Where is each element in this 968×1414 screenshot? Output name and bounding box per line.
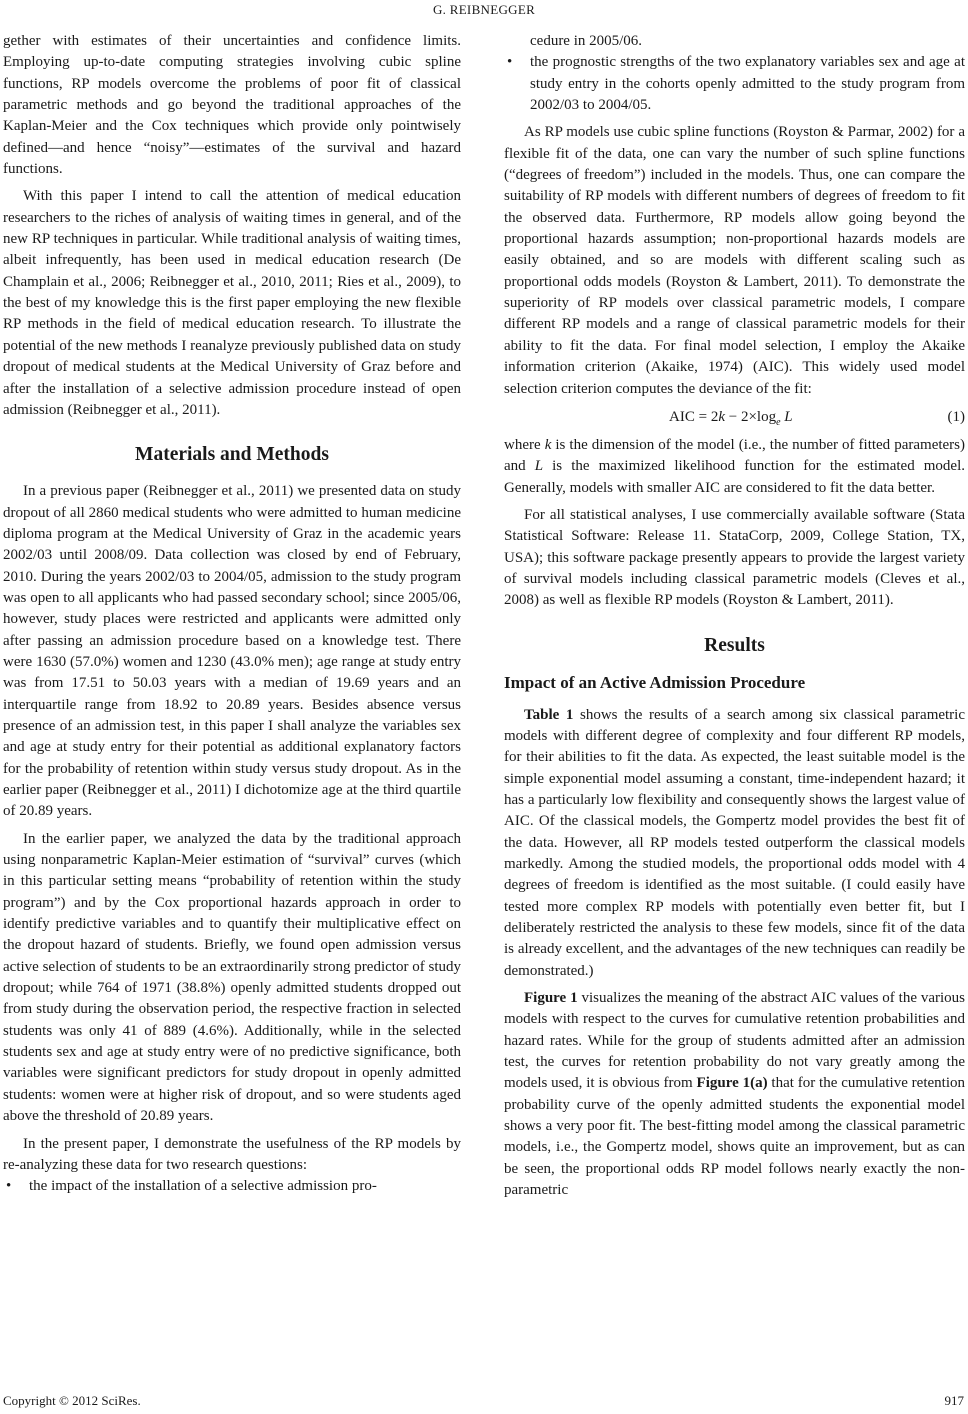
list-item	[3, 1176, 461, 1197]
figure-reference-link: Figure 1	[524, 990, 578, 1007]
paragraph-table1: Table 1 shows the results of a search among six classical parametric models with different degree of complexity and four different RP models, for their abilities to fit the data. As expected, the least suitable model is the simple exponential model assuming a constant, time-independent hazard; it has a particularly low flexibility and consequently shows the largest value of AIC. Of the classical models, the Gompertz model provides the best fit of the data. However, all RP models tested outperform the classical models markedly. Among the studied models, the proportional odds model with 4 degrees of freedom is identified as the most suitable. (I could easily have tested more complex RP models with potentially even better fit, but I deliberately restricted the analysis to these few models, since fit of the data is already excellent, and the advantages of the new techniques can readily be demonstrated.)	[504, 706, 966, 979]
list-item-text: cedure in 2005/06.	[530, 33, 643, 49]
subsection-heading-admission: Impact of an Active Admission Procedure	[504, 672, 806, 692]
list-item	[504, 52, 965, 116]
bullet-icon: •	[6, 1178, 12, 1195]
research-questions-list-continued	[504, 31, 965, 116]
section-heading-materials-methods: Materials and Methods	[135, 444, 329, 466]
paragraph-where-k: where k is the dimension of the model (i.e., the number of fitted parameters) and L is the maximized likelihood function for the estimated model. Generally, models with smaller AIC are considered to fit the data better.	[504, 436, 966, 496]
copyright-footer: Copyright © 2012 SciRes.	[3, 1393, 141, 1408]
paragraph-previous-paper: In a previous paper (Reibnegger et al., 2011) we presented data on study dropout of all 2860 medical students who were admitted to human medicine diploma program at the Medical University of Graz in the academic years 2002/03 until 2008/09. Data collection was closed by end of February, 2010. During the years 2002/03 to 2004/05, admission to the study program was open to all applicants who had passed secondary school; since 2005/06, however, study places were restricted and applicants were admitted only after passing an admission procedure based on a knowledge test. There were 1630 (57.0%) women and 1230 (43.0% men); age range at study entry was from 17.51 to 50.03 years with a median of 19.69 years and an interquartile range from 18.92 to 20.89 years. Besides absence versus presence of an admission test, in this paper I shall analyze the variables sex and age at study entry for their potential as additional explanatory factors for the probability of retention within study versus study dropout. As in the earlier paper (Reibnegger et al., 2011) I dichotomize age at the third quartile of 20.89 years.	[3, 483, 461, 820]
section-heading-results: Results	[704, 634, 765, 656]
equation-aic	[504, 406, 965, 431]
table-reference-link: Table 1	[524, 706, 574, 723]
right-column	[504, 31, 965, 1202]
paragraph-present-paper: In the present paper, I demonstrate the usefulness of the RP models by re-analyzing these data for two research questions:	[3, 1135, 461, 1173]
figure-reference-link: Figure 1(a)	[696, 1075, 768, 1092]
bullet-icon: •	[507, 54, 513, 71]
paragraph-intro-continued: gether with estimates of their uncertainties and confidence limits. Employing up-to-date computing strategies involving cubic spline functions, RP models overcome the problems of poor fit of classical parametric methods and go beyond the traditional approaches of the Kaplan-Meier and the Cox techniques which provide only pointwisely defined—and hence “noisy”—estimates of the survival and hazard functions.	[3, 33, 461, 178]
equation-formula: AIC = $2k - 2\times\log_e$ L	[669, 408, 793, 428]
list-item-text: the impact of the installation of a selective admission pro-	[29, 1178, 377, 1195]
research-questions-list	[3, 1176, 461, 1197]
paragraph-software: For all statistical analyses, I use commercially available software (Stata Statistical Software: Release 11. StataCorp, 2009, College Station, TX, USA); this software package presently appears to provide the largest variety of survival models including classical parametric models (Cleves et al., 2008) as well as flexible RP models (Royston & Lambert, 2011).	[504, 506, 965, 609]
left-column	[3, 31, 461, 1198]
running-header: G. REIBNEGGER	[432, 2, 536, 17]
list-item-text: the prognostic strengths of the two explanatory variables sex and age at study entry in the cohorts openly admitted to the study program from 2002/03 to 2004/05.	[530, 54, 965, 114]
page-number: 917	[944, 1393, 964, 1408]
paragraph-intent: With this paper I intend to call the attention of medical education researchers to the riches of analysis of waiting times in general, and of the new RP techniques in particular. While traditional analysis of waiting times, albeit infrequently, has been used in medical education research (De Champlain et al., 2006; Reibnegger et al., 2010, 2011; Ries et al., 2009), to the best of my knowledge this is the first paper employing the new flexible RP methods in the field of medical education research. To illustrate the potential of the new methods I reanalyze previously published data on study dropout of medical students at the Medical University of Graz before and after the installation of a selective admission procedure instead of open admission (Reibnegger et al., 2011).	[3, 188, 461, 418]
list-item	[504, 31, 965, 52]
paragraph-rp-models: As RP models use cubic spline functions (Royston & Parmar, 2002) for a flexible fit of the data, one can vary the number of such spline functions (“degrees of freedom”) included in the models. Thus, one can compare the suitability of RP models with different numbers of degrees of freedom to fit the observed data. Furthermore, RP models allow going beyond the proportional hazards assumption; non-proportional hazards models are easily obtained, and so are models with different scaling such as proportional odds models (Royston & Lambert, 2011). To demonstrate the superiority of RP models over classical parametric models, I compare different RP models and a range of classical parametric models for their ability to fit the data. For final model selection, I employ the Akaike information criterion (Akaike, 1974) (AIC). This widely used model selection criterion computes the deviance of the fit:	[504, 124, 965, 397]
equation-number: (1)	[947, 408, 965, 425]
paragraph-earlier-analysis: In the earlier paper, we analyzed the data by the traditional approach using nonparametric Kaplan-Meier estimation of “survival” curves (which in this particular setting means “probability of retention within the study program”) and by the Cox proportional hazards approach in order to identify predictive variables and to quantify their multiplicative effect on the dropout hazard of students. Briefly, we found open admission versus active selection of students to be an extraordinarily strong predictor of study dropout; while 764 of 1971 (38.8%) openly admitted students dropped out from study during the observation period, the respective fraction in selected students was only 41 of 889 (4.6%). Additionally, while in the selected students sex and age at study entry were of no predictive significance, both variables were significant predictors for study dropout in openly admitted students: women were at higher risk of dropout, and so were students aged above the threshold of 20.89 years.	[3, 830, 461, 1125]
paragraph-figure1: Figure 1 visualizes the meaning of the abstract AIC values of the various models with respect to the curves for cumulative retention probabilities and hazard rates. While for the group of students admitted after an admission test, the curves for retention probability do not vary greatly among the models used, it is obvious from Figure 1(a) that for the cumulative retention probability curve of the openly admitted students the exponential model shows a very poor fit. The best-fitting model among the classical parametric models, i.e., the Gompertz model, shows quite an improvement, but as can be seen, the proportional odds RP model follows nearly exactly the non-parametric	[504, 990, 966, 1199]
